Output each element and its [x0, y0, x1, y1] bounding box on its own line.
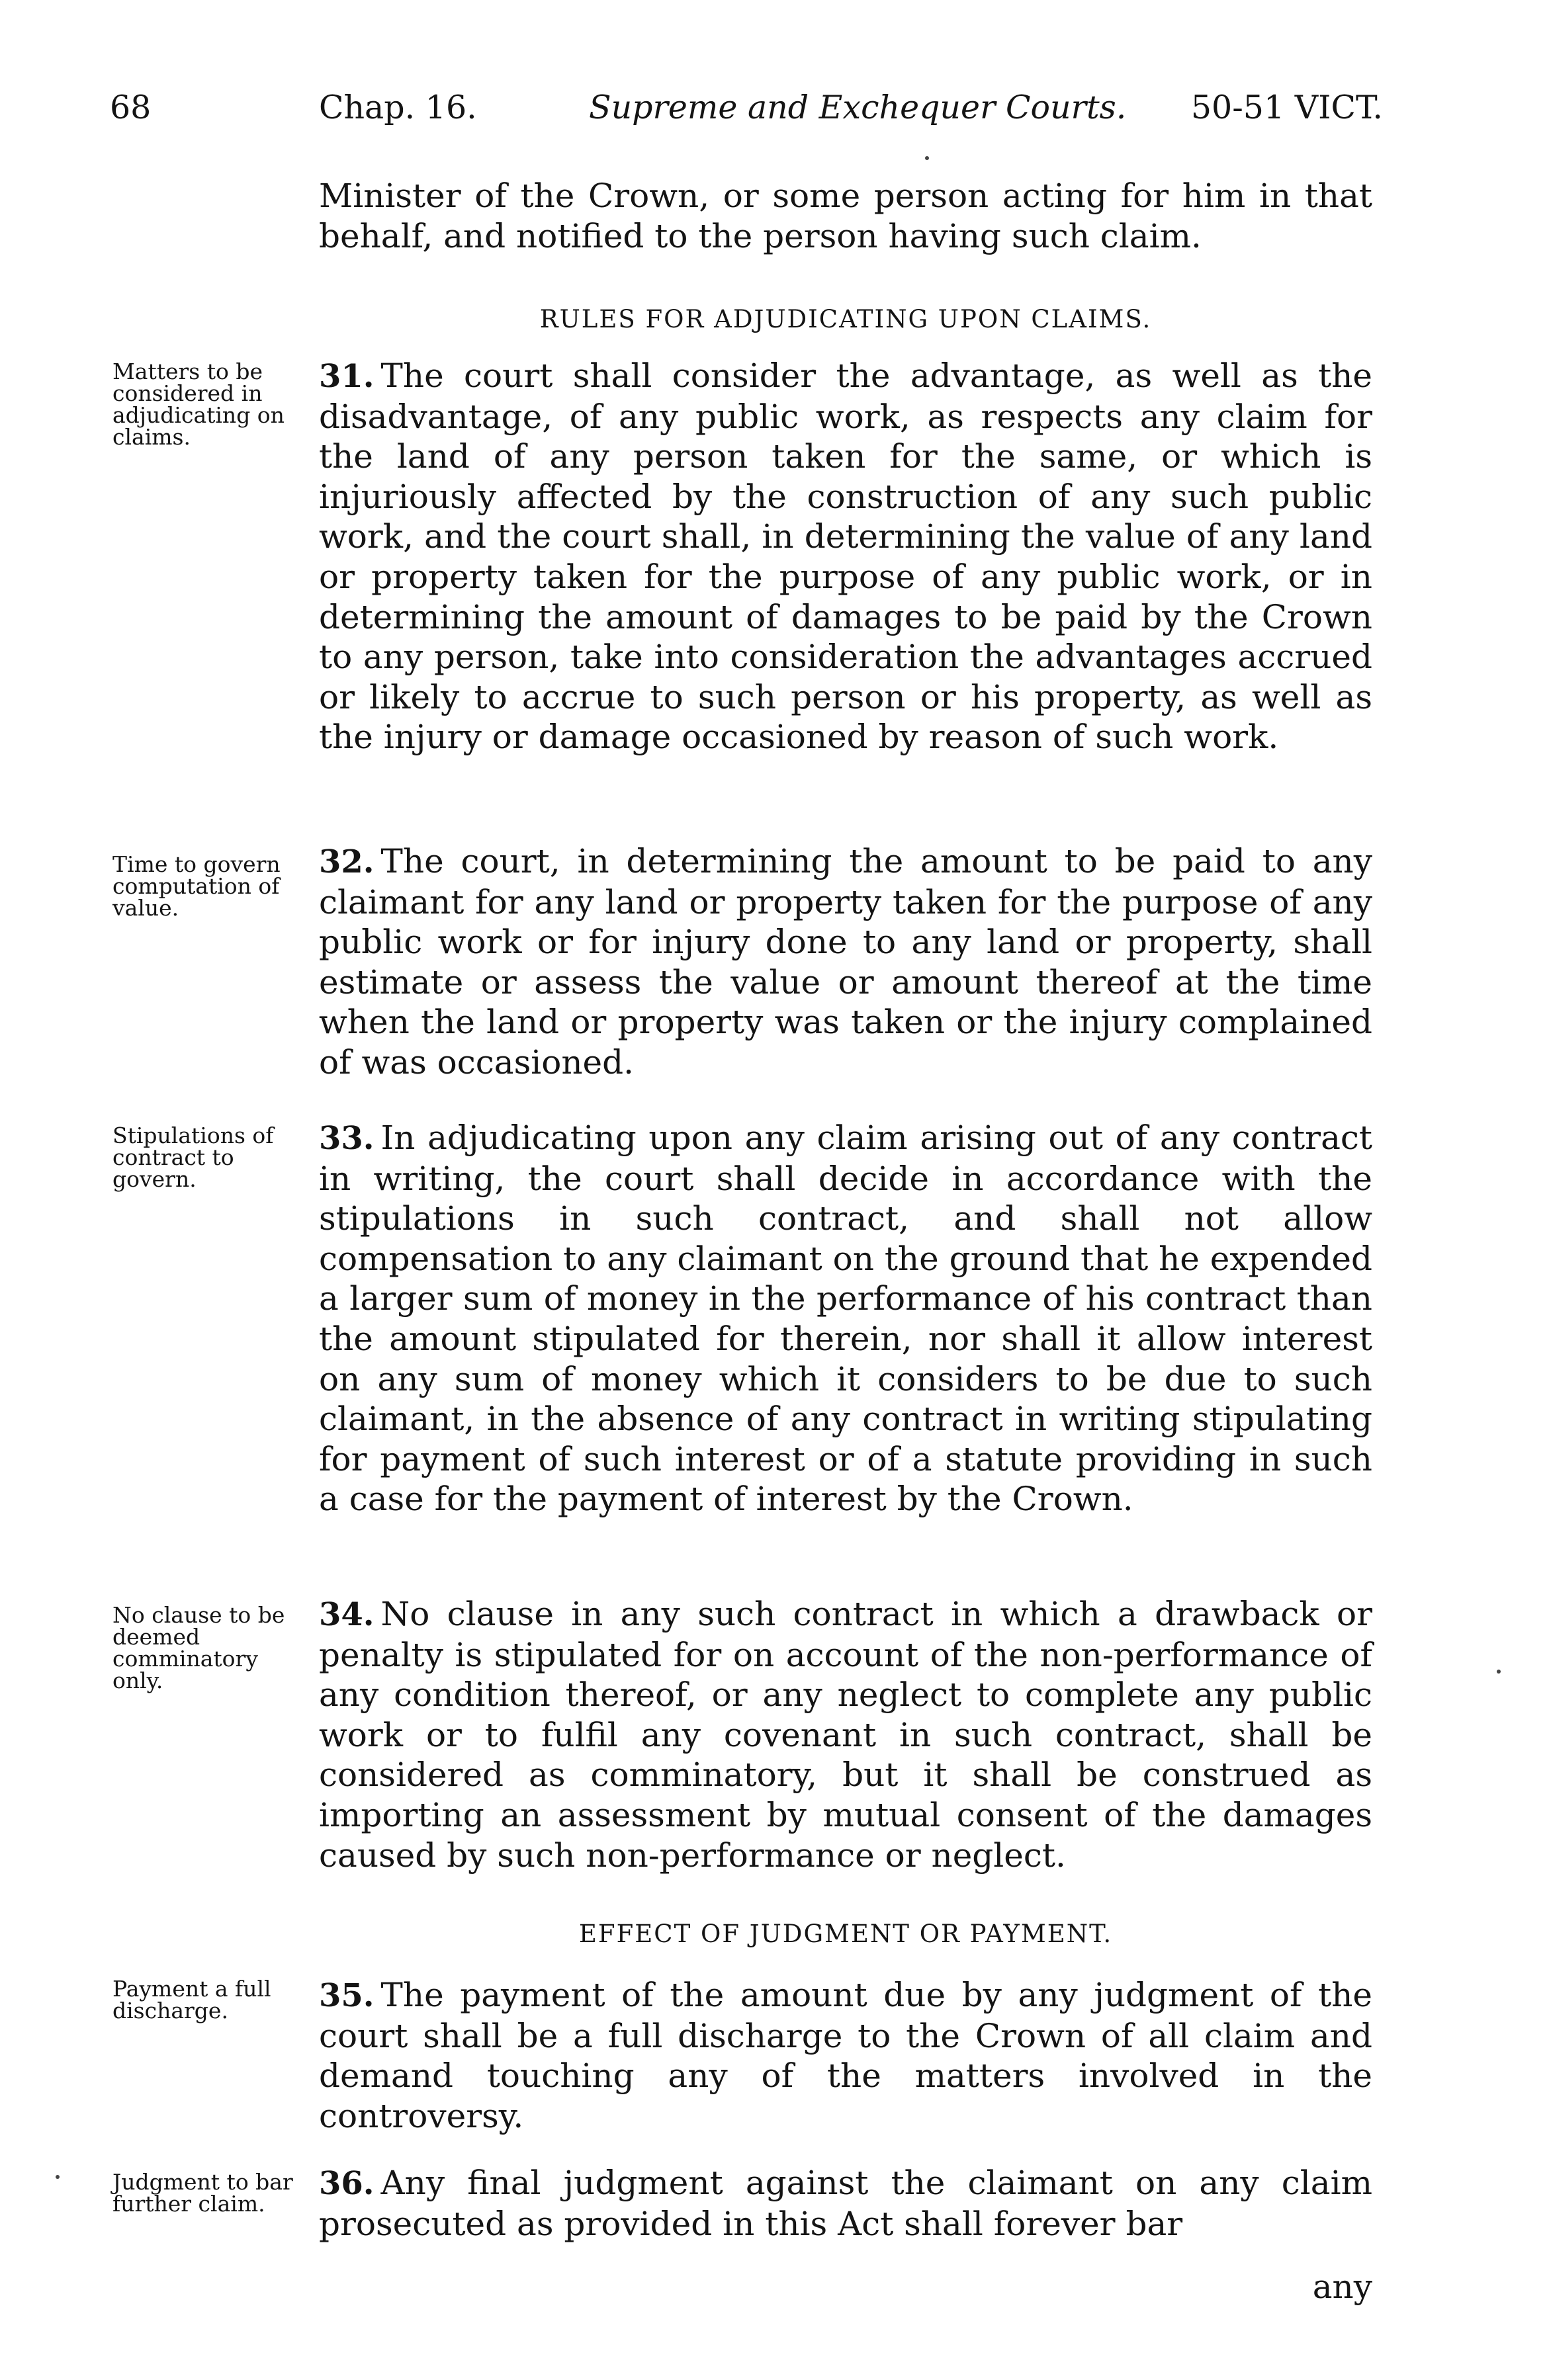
ink-speck [56, 2175, 60, 2179]
section-32-text: The court, in determining the amount to be paid to any claimant for any land or property taken for the purpose of any public work or for injury done to any land or property, shall estimate or assess the value or amount thereof at the time when the land or property was taken or the injury complained of was occasioned. [319, 842, 1372, 1082]
regnal-year: 50-51 VICT. [1190, 89, 1383, 126]
section-33 [319, 1118, 1372, 1519]
section-34 [319, 1594, 1372, 1875]
section-32 [319, 841, 1372, 1083]
running-header [110, 85, 1383, 131]
section-36-text: Any final judgment against the claimant on any claim prosecuted as provided in this Act shall forever bar [319, 2164, 1372, 2243]
section-number-31: 31. [319, 358, 375, 395]
intro-paragraph: Minister of the Crown, or some person acting for him in that behalf, and notified to the person having such claim. [319, 177, 1372, 255]
section-35 [319, 1975, 1372, 2136]
margin-note-31: Matters to be considered in adjudicating on claims. [112, 359, 285, 450]
section-number-36: 36. [319, 2165, 375, 2202]
catchword: any [1312, 2268, 1372, 2306]
margin-note-34: No clause to be deemed comminatory only. [112, 1602, 285, 1693]
section-36 [319, 2163, 1372, 2244]
heading-effect: EFFECT OF JUDGMENT OR PAYMENT. [578, 1920, 1113, 1948]
section-31-text: The court shall consider the advantage, as well as the disadvantage, of any public work, as respects any claim for the land of any person taken for the same, or which is injuriously affected by the construction of any such public work, and the court shall, in determining the value of any land or property taken for the purpose of any public work, or in determining the amount of damages to be paid by the Crown to any person, take into consideration the advantages accrued or likely to accrue to such person or his property, as well as the injury or damage occasioned by reason of such work. [319, 357, 1372, 757]
ink-speck [925, 156, 929, 160]
running-title: Supreme and Exchequer Courts. [589, 89, 1127, 126]
heading-rules: RULES FOR ADJUDICATING UPON CLAIMS. [539, 305, 1152, 333]
section-number-35: 35. [319, 1977, 375, 2014]
section-number-34: 34. [319, 1596, 375, 1633]
margin-note-35: Payment a full discharge. [112, 1976, 271, 2023]
section-35-text: The payment of the amount due by any judgment of the court shall be a full discharge to the Crown of all claim and demand touching any of the matters involved in the controversy. [319, 1976, 1372, 2135]
margin-note-32: Time to govern computation of value. [112, 851, 281, 921]
page-number: 68 [110, 89, 152, 126]
ink-speck [1497, 1670, 1501, 1674]
section-number-33: 33. [319, 1120, 375, 1157]
section-34-text: No clause in any such contract in which a drawback or penalty is stipulated for on account of the non-performance of any condition thereof, or any neglect to complete any public work or to fulfil any covenant in such contract, shall be considered as comminatory, but it shall be construed as importing an assessment by mutual consent of the damages caused by such non-performance or neglect. [319, 1595, 1372, 1875]
section-number-32: 32. [319, 843, 375, 880]
margin-note-33: Stipulations of contract to govern. [112, 1123, 274, 1192]
margin-note-36: Judgment to bar further claim. [112, 2169, 293, 2217]
chapter-label: Chap. 16. [319, 89, 477, 126]
section-31 [319, 356, 1372, 757]
section-33-text: In adjudicating upon any claim arising out of any contract in writing, the court shall decide in accordance with the stipulations in such contract, and shall not allow compensation to any claimant on the ground that he expended a larger sum of money in the performance of his contract than the amount stipulated for therein, nor shall it allow interest on any sum of money which it considers to be due to such claimant, in the absence of any contract in writing stipulating for payment of such interest or of a statute providing in such a case for the payment of interest by the Crown. [319, 1119, 1372, 1519]
